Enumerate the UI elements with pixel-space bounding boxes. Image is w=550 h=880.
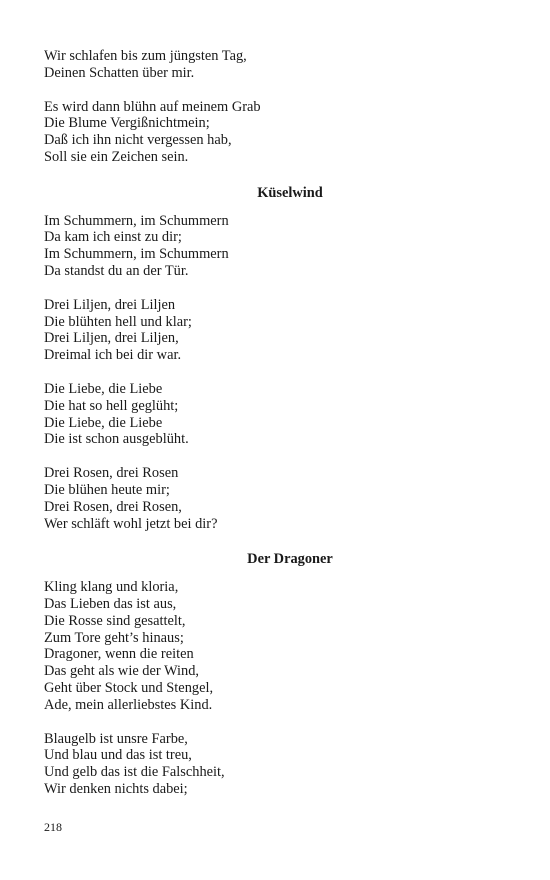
verse-line: Die Rosse sind gesattelt,: [44, 612, 186, 629]
verse-line: Geht über Stock und Stengel,: [44, 679, 214, 696]
page-number: 218: [44, 820, 62, 834]
stanza: [44, 731, 504, 798]
stanza: [44, 465, 504, 532]
poem-title: Küselwind: [257, 184, 323, 201]
stanza: [44, 99, 504, 166]
stanza: [44, 48, 504, 82]
verse-line: Da standst du an der Tür.: [44, 262, 189, 279]
poem-title: Der Dragoner: [247, 551, 333, 568]
verse-line: Drei Liljen, drei Liljen,: [44, 330, 179, 347]
verse-line: Kling klang und kloria,: [44, 579, 179, 596]
stanza: [44, 297, 504, 364]
verse-line: Wer schläft wohl jetzt bei dir?: [44, 515, 218, 532]
verse-line: Dreimal ich bei dir war.: [44, 347, 182, 364]
verse-line: Die ist schon ausgeblüht.: [44, 431, 189, 448]
verse-line: Und blau und das ist treu,: [44, 747, 192, 764]
verse-line: Deinen Schatten über mir.: [44, 64, 195, 81]
stanza: [44, 213, 504, 280]
verse-line: Drei Rosen, drei Rosen,: [44, 498, 182, 515]
book-page: [44, 48, 504, 815]
verse-line: Wir denken nichts dabei;: [44, 780, 188, 797]
verse-line: Die Liebe, die Liebe: [44, 414, 163, 431]
verse-line: Soll sie ein Zeichen sein.: [44, 148, 189, 165]
verse-line: Die blühten hell und klar;: [44, 313, 192, 330]
verse-line: Daß ich ihn nicht vergessen hab,: [44, 132, 232, 149]
verse-line: Die Blume Vergißnichtmein;: [44, 115, 210, 132]
verse-line: Im Schummern, im Schummern: [44, 212, 229, 229]
verse-line: Wir schlafen bis zum jüngsten Tag,: [44, 48, 247, 64]
verse-line: Und gelb das ist die Falschheit,: [44, 764, 225, 781]
verse-line: Ade, mein allerliebstes Kind.: [44, 696, 213, 713]
verse-line: Die Liebe, die Liebe: [44, 380, 163, 397]
verse-line: Da kam ich einst zu dir;: [44, 229, 182, 246]
verse-line: Die hat so hell geglüht;: [44, 397, 179, 414]
verse-line: Es wird dann blühn auf meinem Grab: [44, 98, 261, 115]
verse-line: Die blühen heute mir;: [44, 481, 170, 498]
verse-line: Das geht als wie der Wind,: [44, 663, 200, 680]
verse-line: Das Lieben das ist aus,: [44, 595, 177, 612]
stanza: [44, 579, 504, 713]
verse-line: Drei Liljen, drei Liljen: [44, 296, 176, 313]
stanza: [44, 381, 504, 448]
verse-line: Drei Rosen, drei Rosen: [44, 465, 179, 482]
verse-line: Blaugelb ist unsre Farbe,: [44, 730, 188, 747]
verse-line: Dragoner, wenn die reiten: [44, 646, 194, 663]
verse-line: Zum Tore geht’s hinaus;: [44, 629, 184, 646]
verse-line: Im Schummern, im Schummern: [44, 246, 229, 263]
